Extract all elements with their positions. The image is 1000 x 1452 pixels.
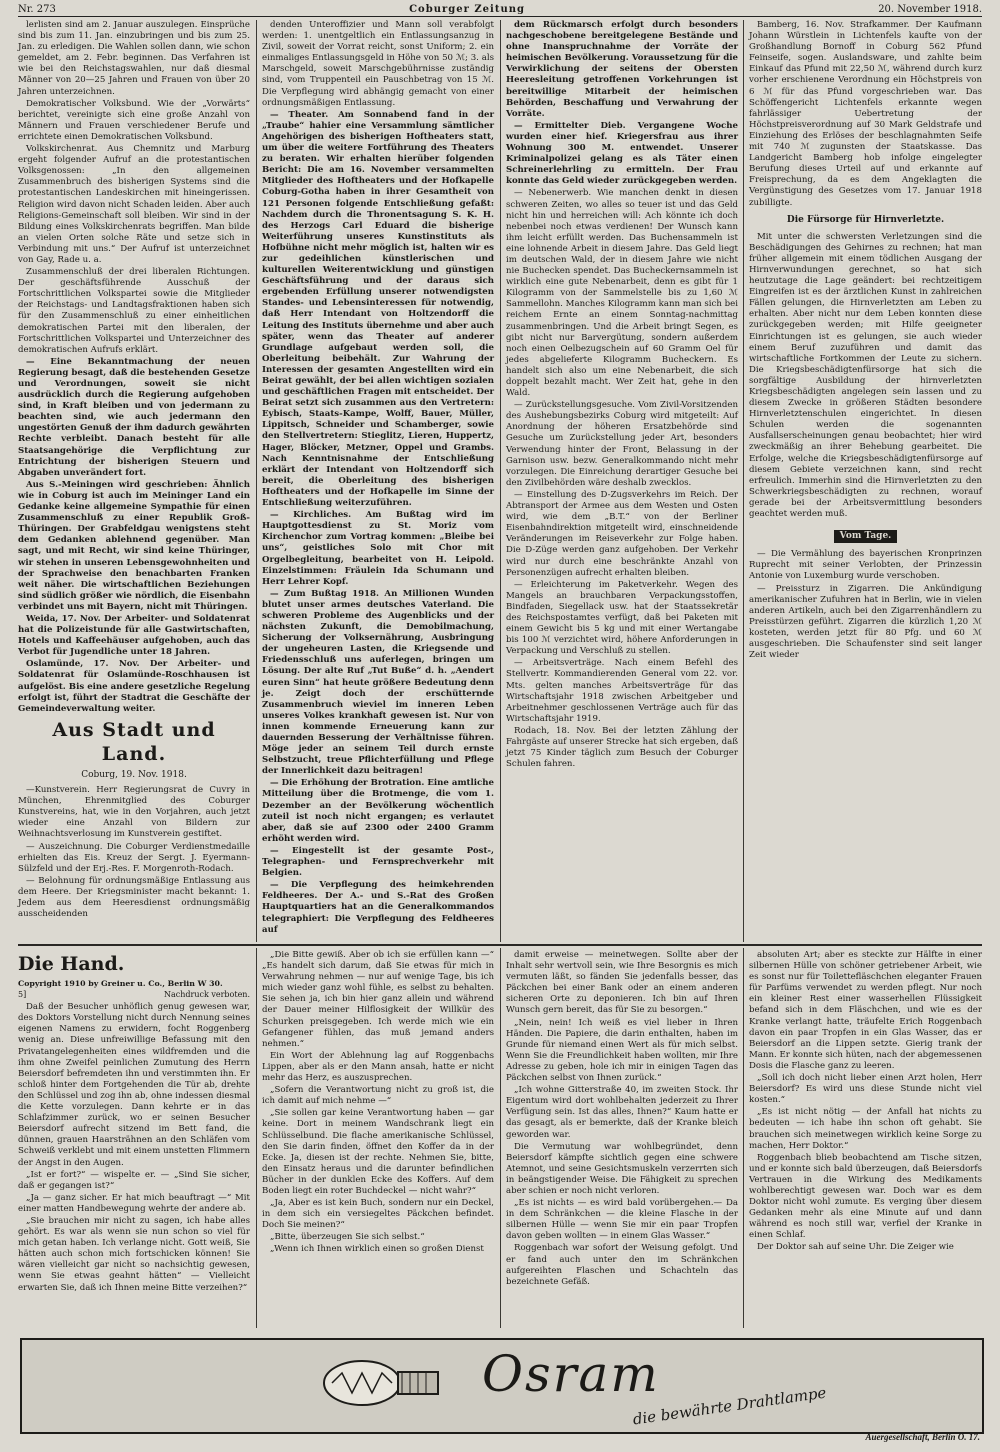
dateline: Coburg, 19. Nov. 1918. xyxy=(81,770,187,780)
article-paragraph: Zusammenschluß der drei liberalen Richtungen. Der geschäftsführende Ausschuß der Fortschrittlichen Volkspartei sowie die Mitglieder der Reichstags- und Landtagsfraktionen haben sich für den Zusammenschluß zu einer einheitlichen demokratischen Partei mit den liberalen, der Fortschrittlichen Volkspartei und Unterzeichner des demokratischen Aufrufs erklärt. xyxy=(18,267,250,355)
article-paragraph: — Preissturz in Zigarren. Die Ankündigung amerikanischer Zufuhren hat in Berlin, wie in vielen anderen Artikeln, auch bei den Zigarrenhändlern zu Preisstürzen geführt. Zigarren die kürzlich 1,20 ℳ kosteten, werden jetzt für 80 Pfg. und 60 ℳ ausgeschrieben. Die Schaufenster sind seit langer Zeit wieder xyxy=(749,583,982,661)
serial-paragraph: „Sie brauchen mir nicht zu sagen, ich habe alles gehört. Es war als wenn sie nun schon so viel für mich getan haben. Ich verlange nicht. Gott weiß, Sie hätten auch schon mich fortschicken können! Sie wären vielleicht gar nicht so nachsichtig gewesen, wenn Sie etwas geahnt hätten“ — Vielleicht erwarten Sie, daß ich Ihnen meine Bitte verzeihen?“ xyxy=(18,1215,250,1293)
article-paragraph: — Die Verpflegung des heimkehrenden Feldheeres. Der A.- und S.-Rat des Großen Hauptquartiers hat an die Generalkommandos telegraphiert: Die Verpflegung des Feldheeres auf xyxy=(262,880,494,935)
serial-column-1 xyxy=(18,950,250,1328)
serial-paragraph: „Sofern die Verantwortung nicht zu groß ist, die ich damit auf mich nehme —“ xyxy=(262,1085,494,1107)
article-paragraph: denden Unteroffizier und Mann soll verabfolgt werden: 1. unentgeltlich ein Entlassungsanzug in Zivil, soweit der Vorrat reicht, sonst Uniform; 2. ein einmaliges Entlassungsgeld in Höhe von 50 ℳ; 3. als Marschgeld, soweit Marschgebührnisse zuständig sind, vom Truppenteil ein Pauschbetrag von 15 ℳ. Die Verpflegung wird abhängig gemacht von einer ordnungsmäßigen Entlassung. xyxy=(262,20,494,108)
column-rule xyxy=(256,948,257,1328)
article-paragraph: Rodach, 18. Nov. Bei der letzten Zählung der Fahrgäste auf unserer Strecke hat sich ergeben, daß jetzt 75 Kinder täglich zum Besuch der Coburger Schulen fahren. xyxy=(506,725,738,770)
serial-column-4 xyxy=(749,950,982,1328)
column-1 xyxy=(18,20,250,714)
serial-paragraph: Roggenbach blieb beobachtend am Tische sitzen, und er konnte sich bald überzeugen, daß Beiersdorfs Vertrauen in die Wirkung des Medikaments wohlberechtigt gewesen war. Doch war es dem Doktor nicht wohl zumute. Es verging über diesem Gedanken mehr als eine Minute auf und dann während es noch still war, verfiel der Kranke in einen Schlaf. xyxy=(749,1152,982,1241)
column-rule xyxy=(743,948,744,1328)
article-paragraph: Oslamünde, 17. Nov. Der Arbeiter- und Soldatenrat für Oslamünde-Roschhausen ist aufgelöst. Bis eine andere gesetzliche Regelung erfolgt ist, führt der Stadtrat die Geschäfte der Gemeindeverwaltung weiter. xyxy=(18,659,250,714)
column-4 xyxy=(749,20,982,942)
masthead xyxy=(18,2,982,17)
serial-paragraph: „Ja, Aber es ist kein Buch, sondern nur ein Deckel, in dem sich ein versiegeltes Päckchen befindet. Doch Sie meinen?“ xyxy=(262,1198,494,1231)
serial-column-2 xyxy=(262,950,494,1328)
osram-advertisement xyxy=(20,1338,984,1434)
newspaper-title: Coburger Zeitung xyxy=(409,3,525,15)
article-paragraph: — Zum Bußtag 1918. An Millionen Wunden blutet unser armes deutsches Vaterland. Die schweren Probleme des Augenblicks und der nächsten Zukunft, die Demobilmachung, Sicherung der Volksernährung, Ausbringung der ungeheuren Lasten, die Kriegsende und Friedensschluß uns auferlegen, bringen um Lösung. Der alte Ruf „Tut Buße“ d. h. „Aendert euren Sinn“ hat heute größere Bedeutung denn je. Zeigt doch der erschütternde Zusammenbruch wieviel im inneren Leben unseres Volkes krankhaft gewesen ist. Nur von innen kommende Erneuerung kann zur dauernden Besserung der Verhältnisse führen. Möge jeder an seinem Teil durch ernste Selbstzucht, treue Pflichterfüllung und Pflege der Innerlichkeit dazu beitragen! xyxy=(262,588,494,777)
column-rule xyxy=(500,20,501,942)
serial-copyright: Copyright 1910 by Greiner u. Co., Berlin W 30. xyxy=(18,979,223,988)
article-paragraph: dem Rückmarsch erfolgt durch besonders nachgeschobene bereitgelegene Bestände und ohne Inanspruchnahme der Vorräte der heimischen Bevölkerung. Voraussetzung für die Verwirklichung der seitens der Obersten Heeresleitung getroffenen Vorkehrungen ist bereitwillige Mitarbeit der heimischen Behörden, Beschaffung und Verwahrung der Vorräte. xyxy=(506,20,738,119)
article-paragraph: — Kirchliches. Am Bußtag wird im Hauptgottesdienst zu St. Moriz vom Kirchenchor zum Vortrag kommen: „Bleibe bei uns“, geistliches Solo mit Chor mit Orgelbegleitung, bearbeitet von H. Leipold. Einzelstimmen: Fräulein Ida Schumann und Herr Lehrer Kopf. xyxy=(262,510,494,587)
local-news-section xyxy=(18,712,250,942)
article-paragraph: Volkskirchenrat. Aus Chemnitz und Marburg ergeht folgender Aufruf an die protestantischen Volksgenossen: „In den allgemeinen Zusammenbruch des bisherigen Systems sind die protestantischen Landeskirchen mit hineingerissen. Religion wird davon nicht Schaden leiden. Aber auch Religions-Gemeinschaft soll bleiben. Wir sind in der Bildung eines Volkskirchenrats begriffen. Man bilde an vielen Orten solche Räte und setze sich in Verbindung mit uns.“ Der Aufruf ist unterzeichnet von Gay, Rade u. a. xyxy=(18,144,250,265)
serial-paragraph: „Bitte, überzeugen Sie sich selbst.“ xyxy=(270,1232,425,1243)
serial-paragraph: Roggenbach war sofort der Weisung gefolgt. Und er fand auch unter den im Schränkchen aufgereihten Flaschen und Schachteln das bezeichnete Gefäß. xyxy=(506,1243,738,1287)
article-paragraph: — Die Erhöhung der Brotration. Eine amtliche Mitteilung über die Brotmenge, die vom 1. Dezember an der Bevölkerung wöchentlich zuteil ist noch nicht ergangen; es verlautet aber, daß sie auf 2300 oder 2400 Gramm erhöht werden wird. xyxy=(262,778,494,844)
serial-paragraph: „Die Bitte gewiß. Aber ob ich sie erfüllen kann —“ „Es handelt sich darum, daß Sie etwas für mich in Verwahrung nehmen — nur auf wenige Tage, bis ich mich wieder ganz wohl fühle, es selbst zu behalten. Sie sehen ja, ich bin hier ganz allein und während der Dauer meiner Hilflosigkeit der Willkür des Schurken preisgegeben. Ich werde mich wie ein Gefangener fühlen, das muß jemand anders nehmen.“ xyxy=(262,950,494,1049)
section-divider xyxy=(18,944,982,946)
reprint-notice: Nachdruck verboten. xyxy=(163,990,250,1000)
serial-paragraph: „Wenn ich Ihnen wirklich einen so großen Dienst xyxy=(270,1244,484,1255)
issue-date: 20. November 1918. xyxy=(878,3,982,15)
serial-paragraph: „Soll ich doch nicht lieber einen Arzt holen, Herr Beiersdorf? Es wird uns diese Stunde nicht viel kosten.“ xyxy=(749,1073,982,1106)
article-paragraph: — Nebenerwerb. Wie manchen denkt in diesen schweren Zeiten, wo alles so teuer ist und das Geld nicht hin und herreichen will: Ach könnte ich doch nebenbei noch etwas verdienen! Der Wunsch kann ihm leicht erfüllt werden. Das Buchensammeln ist eine lohnende Arbeit in diesem Jahre. Das Geld liegt im deutschen Wald, der in diesem Jahre wie nicht nie Buchecken spendet. Das Bucheckernsammeln ist wirklich eine gute Nebenarbeit, denn es gibt für 1 Kilogramm von der Sammelstelle bis zu 1,60 ℳ Sammellohn. Manches Kilogramm kann man sich bei reichem Ernte an einem Sonntag-nachmittag zusammenbringen. Und die Arbeit bringt Segen, es gibt nicht nur Barvergütung, sondern außerdem noch einen Oelbezugschein auf 60 Gramm Oel für jedes abgelieferte Kilogramm Bucheckern. Es handelt sich also um eine Nebenarbeit, die sich doppelt bezahlt macht. Wer Zeit hat, gehe in den Wald. xyxy=(506,188,738,399)
serial-paragraph: damit erweise — meinetwegen. Sollte aber der Inhalt sehr wertvoll sein, wie Ihre Besorgnis es mich vermuten läßt, so fänden Sie jedenfalls besser, das Päckchen bei einer Bank oder an einem anderen sicheren Orte zu deponieren. Ich bin auf Ihren Wunsch gern bereit, das für Sie zu besorgen.“ xyxy=(506,950,738,1016)
column-2 xyxy=(262,20,494,942)
serial-paragraph: „Es ist nicht nötig — der Anfall hat nichts zu bedeuten — ich habe ihn schon oft gehabt. Sie brauchen sich meinetwegen wirklich keine Sorge zu machen, Herr Doktor.“ xyxy=(749,1107,982,1151)
serial-title: Die Hand. xyxy=(18,953,125,975)
article-paragraph: — Auszeichnung. Die Coburger Verdienstmedaille erhielten das Eis. Kreuz der Sergt. J. Eyermann-Sülzfeld und der Erj.-Res. F. Morgenroth-Rodach. xyxy=(18,841,250,874)
serial-paragraph: Der Doktor sah auf seine Uhr. Die Zeiger wie xyxy=(757,1242,954,1253)
article-paragraph: Mit unter die schwersten Verletzungen sind die Beschädigungen des Gehirnes zu rechnen; hat man früher allgemein mit einem tödlichen Ausgang der Hirnverwundungen gerechnet, so hat sich heutzutage die Lage geändert: bei rechtzeitigem Eingreifen ist es der ärztlichen Kunst in zahlreichen Fällen gelungen, die Hirnverletzten am Leben zu erhalten. Aber nicht nur dem Leben konnten diese zurückgegeben werden; mit Hilfe geeigneter Einrichtungen ist es gelungen, sie auch wieder einem Beruf zuzuführen und damit das wirtschaftliche Fortkommen der Leute zu sichern. Die Kriegsbeschädigtenfürsorge hat sich die sorgfältige Ausbildung der hirnverletzten Kriegsbeschädigten angelegen sein lassen und zu diesem Zwecke in größeren Städten besondere Hirnverletztenschulen eingerichtet. In diesen Schulen werden die sogenannten Ausfallserscheinungen genau beobachtet; hier wird zweckmäßig an ihrer Behebung gearbeitet. Die Erfolge, welche die Kriegsbeschädigtenfürsorge auf diesem Gebiete verzeichnen kann, sind recht erfreulich. Immerhin sind die Hirnverletzten zu den Schwerkriegsbeschädigten zu rechnen, worauf gerade bei der Arbeitsvermittlung besonders geachtet werden muß. xyxy=(749,231,982,520)
section-heading-box xyxy=(749,530,982,543)
serial-meta xyxy=(18,989,250,1000)
serial-paragraph: „Sie sollen gar keine Verantwortung haben — gar keine. Dort in meinem Wandschrank liegt ein Schlüsselbund. Die flache amerikanische Schlüssel, den Sie darin finden, öffnet den Koffer da in der Ecke. Ja, diesen ist der rechte. Nehmen Sie, bitte, den Einsatz heraus und die darunter befindlichen Bücher in der dunklen Ecke des Koffers. Auf dem Boden liegt ein roter Buchdeckel — nicht wahr?“ xyxy=(262,1108,494,1196)
serial-paragraph: „Es ist nichts — es wird bald vorübergehen.— Da in dem Schränkchen — die kleine Flasche in der silbernen Hülle — wenn Sie mir ein paar Tropfen davon geben wollten — in einem Glas Wasser.“ xyxy=(506,1198,738,1242)
article-paragraph: — Theater. Am Sonnabend fand in der „Traube“ hahier eine Versammlung sämtlicher Angehörigen des bisherigen Hoftheaters statt, um über die weitere Fortführung des Theaters zu beraten. Wir erhalten hierüber folgenden Bericht: Die am 16. November versammelten Mitglieder des Hoftheaters und der Hofkapelle Coburg-Gotha haben in ihrer Gesamtheit von 121 Personen folgende Entschließung gefaßt: Nachdem durch die Thronentsagung S. K. H. des Herzogs Carl Eduard die bisherige Weiterführung unseres Kunstinstituts als Hofbühne nicht mehr möglich ist, halten wir es zur gedeihlichen künstlerischen und kulturellen Weiterentwicklung und günstigen Geschäftsführung und der daraus sich ergebenden Erfüllung unserer notwendigsten Standes- und Lebensinteressen für notwendig, daß Herr Intendant von Holtzendorff die Leitung des Instituts übernehme und aber auch später, wenn das Theater auf anderer Grundlage aufgebaut werden soll, die Oberleitung beibehält. Zur Wahrung der Interessen der gesamten Angestellten wird ein Beirat gewählt, der bei allen wichtigen sozialen und geschäftlichen Fragen mit entscheidet. Der Beirat setzt sich zusammen aus den Vertretern: Eybisch, Staats-Kampe, Wolff, Bauer, Müller, Lippitsch, Schneider und Schamberger, sowie den Stellvertretern: Stieglitz, Lieren, Huppertz, Hager, Blöcker, Metzner, Oppel und Grambs. Nach Kenntnisnahme der Entschließung erklärt der Intendant von Holtzendorff sich bereit, die Oberleitung des bisherigen Hoftheaters und der Hofkapelle im Sinne der Entschließung weiterzuführen. xyxy=(262,109,494,509)
section-heading: Aus Stadt und Land. xyxy=(52,719,216,765)
column-rule xyxy=(256,20,257,942)
section-heading: Vom Tage. xyxy=(834,530,898,543)
article-paragraph: — Arbeitsverträge. Nach einem Befehl des Stellvertr. Kommandierenden General vom 22. vor. Mts. gelten manches Arbeitsverträge für das Wirtschaftsjahr 1918 zwischen Arbeitgeber und Arbeitnehmer geschlossenen Verträge auch für das Wirtschaftsjahr 1919. xyxy=(506,658,738,724)
serial-paragraph: Daß der Besucher unhöflich genug gewesen war, des Doktors Vorstellung nicht durch Nennung seines eigenen Namens zu erwidern, focht Roggenberg wenig an. Diese unfreiwillige Befassung mit den Privatangelegenheiten eines wildfremden und die ihm ohne Zweifel peinlichen Zumutung des Herrn Beiersdorf befremdeten ihn und verstimmten ihn. Er schloß hinter dem Fortgehenden die Tür ab, drehte den Schlüssel und zog ihn ab, ohne indessen diesmal die Kette vorzulegen. Dann kehrte er in das Schlafzimmer zurück, wo er seinen Besucher Beiersdorf aufrecht sitzend im Bett fand, die dünnen, grauen Haarsträhnen an den Schläfen vom Schweiß verklebt und mit einem unstetten Flimmern der Angst in den Augen. xyxy=(18,1002,250,1168)
article-paragraph: — Einstellung des D-Zugsverkehrs im Reich. Der Abtransport der Armee aus dem Westen und Osten wird, wie dem „B.T.“ von der Berliner Eisenbahndirektion mitgeteilt wird, einschneidende Veränderungen im Reiseverkehr zur Folge haben. Die D-Züge werden ganz aufgehoben. Der Verkehr wird nur durch eine beschränkte Anzahl von Personenzügen aufrecht erhalten bleiben. xyxy=(506,489,738,578)
ad-brand: Osram xyxy=(482,1345,660,1403)
article-paragraph: — Eingestellt ist der gesamte Post-, Telegraphen- und Fernsprechverkehr mit Belgien. xyxy=(262,845,494,879)
article-paragraph: Demokratischer Volksbund. Wie der „Vorwärts“ berichtet, vereinigte sich eine große Anzahl von Männern und Frauen verschiedener Berufe und errichtete einen Demokratischen Volksbund. xyxy=(18,98,250,142)
serial-paragraph: „Ich wohne Gitterstraße 40, im zweiten Stock. Ihr Eigentum wird dort wohlbehalten jederzeit zu Ihrer Verfügung sein. Ist das alles, Ihnen?“ Kaum hatte er das gesagt, als er bemerkte, daß der Kranke bleich geworden war. xyxy=(506,1085,738,1140)
article-paragraph: — Erleichterung im Paketverkehr. Wegen des Mangels an brauchbaren Verpackungsstoffen, Bindfaden, Siegellack usw. hat der Staatssekretär des Reichspostamtes verfügt, daß bei Paketen mit einem Gewicht bis 5 kg und mit einer Wertangabe bis 100 ℳ verzichtet wird, höhere Anforderungen in Verpackung und Verschluß zu stellen. xyxy=(506,579,738,657)
serial-part: 5] xyxy=(18,990,27,1000)
serial-paragraph: „Ja — ganz sicher. Er hat mich beauftragt —“ Mit einer matten Handbewegung wehrte der andere ab. xyxy=(18,1192,250,1214)
article-paragraph: — Eine Bekanntmachung der neuen Regierung besagt, daß die bestehenden Gesetze und Verordnungen, soweit sie nicht ausdrücklich durch die Regierung aufgehoben sind, in Kraft bleiben und von jedermann zu beachten sind, wie auch jedermann den ungestörten Genuß der ihm dadurch gewährten Rechte verbleibt. Danach besteht für alle Staatsangehörige die Verpflichtung zur Entrichtung der bisherigen Steuern und Abgaben unverändert fort. xyxy=(18,356,250,478)
article-paragraph: Weida, 17. Nov. Der Arbeiter- und Soldatenrat hat die Polizeistunde für alle Gastwirtschaften, Hotels und Kaffeehäuser aufgehoben, auch das Verbot für Jugendliche unter 18 Jahren. xyxy=(18,613,250,658)
serial-paragraph: „Ist er fort?“ — wispelte er. — „Sind Sie sicher, daß er gegangen ist?“ xyxy=(18,1169,250,1191)
article-paragraph: lerlisten sind am 2. Januar auszulegen. Einsprüche sind bis zum 11. Jan. einzubringen und bis zum 25. Jan. zu erledigen. Die Wahlen sollen dann, wie schon gemeldet, am 2. Febr. beginnen. Das Verfahren ist wie bei den Reichstagswahlen, nur daß diesmal Männer von 20—25 Jahren und Frauen von über 20 Jahren unterzeichnen. xyxy=(18,20,250,97)
article-paragraph: — Ermittelter Dieb. Vergangene Woche wurden einer hief. Kriegersfrau aus ihrer Wohnung 300 M. entwendet. Unserer Kriminalpolizei gelang es als Täter einen Schreinerlehrling zu ermitteln. Der Frau konnte das Geld wieder zurückgegeben werden. xyxy=(506,120,738,187)
serial-paragraph: „Nein, nein! Ich weiß es viel lieber in Ihren Händen. Die Papiere, die darin enthalten, haben im Grunde für niemand einen Wert als für mich selbst. Wenn Sie die Freundlichkeit haben wollten, mir Ihre Adresse zu geben, hole ich mir in einigen Tagen das Päckchen selbst von Ihnen zurück.“ xyxy=(506,1017,738,1084)
section-heading: Die Fürsorge für Hirnverletzte. xyxy=(786,214,945,225)
ad-tagline: die bewährte Drahtlampe xyxy=(631,1383,828,1429)
serial-paragraph: absoluten Art; aber es steckte zur Hälfte in einer silbernen Hülle von schöner getriebener Arbeit, wie es sonst nur für Toilettefläschchen eleganter Frauen für Parfüms verwendet zu werden pflegt. Nur noch ein kleiner Rest einer wasserhellen Flüssigkeit befand sich in dem Fläschchen, und wie es der Kranke verlangt hatte, träufelte Erich Roggenbach davon ein paar Tropfen in ein Glas Wasser, das er Beiersdorf an die Lippen setzte. Gierig trank der Mann. Er konnte sich hüten, nach der abgemessenen Dosis die Flasche ganz zu leeren. xyxy=(749,950,982,1071)
issue-number: Nr. 273 xyxy=(18,3,56,15)
serial-column-3 xyxy=(506,950,738,1328)
column-rule xyxy=(743,20,744,942)
ad-company: Auergesellschaft, Berlin O. 17. xyxy=(865,1432,980,1442)
column-3 xyxy=(506,20,738,942)
article-paragraph: Aus S.-Meiningen wird geschrieben: Ähnlich wie in Coburg ist auch im Meininger Land ein Gedanke keine allgemeine Sympathie für einen Zusammenschluß zu einer Republik Groß-Thüringen. Der Grabfeldgau wenigstens steht dem Gedanken ablehnend gegenüber. Man sagt, und mit Recht, wir sind keine Thüringer, wir stehen in unseren Lebensgewohnheiten und der Sprachweise den benachbarten Franken weit näher. Die wirtschaftlichen Beziehungen sind südlich größer wie nördlich, die Eisenbahn verbindet uns mit Bayern, nicht mit Thüringen. xyxy=(18,479,250,612)
article-paragraph: —Kunstverein. Herr Regierungsrat de Cuvry in München, Ehrenmitglied des Coburger Kunstvereins, hat, wie in den Vorjahren, auch jetzt wieder eine Anzahl von Bildern zur Weihnachtsverlosung im Kunstverein gestiftet. xyxy=(18,785,250,840)
article-paragraph: — Die Vermählung des bayerischen Kronprinzen Ruprecht mit seiner Verlobten, der Prinzessin Antonie von Luxemburg wurde verschoben. xyxy=(749,549,982,582)
column-rule xyxy=(500,948,501,1328)
serial-paragraph: Die Vermutung war wohlbegründet, denn Beiersdorf kämpfte sichtlich gegen eine schwere Atemnot, und seine Gesichtsmuskeln verzerrten sich in beängstigender Weise. Die Fähigkeit zu sprechen aber schien er noch nicht verloren. xyxy=(506,1141,738,1196)
article-paragraph: — Zurückstellungsgesuche. Vom Zivil-Vorsitzenden des Aushebungsbezirks Coburg wird mitgeteilt: Auf Anordnung der höheren Ersatzbehörde sind Gesuche um Zurückstellung jeder Art, besonders Verwendung hinter der Front, Belassung in der Garnison usw. bezw. Generalkommando nicht mehr vorzulegen. Die Einreichung derartiger Gesuche bei den Zivilbehörden wäre deshalb zwecklos. xyxy=(506,400,738,488)
article-paragraph: — Belohnung für ordnungsmäßige Entlassung aus dem Heere. Der Kriegsminister macht bekannt: 1. Jedem aus dem Heeresdienst ordnungsmäßig ausscheidenden xyxy=(18,875,250,920)
lightbulb-icon xyxy=(322,1358,502,1408)
article-paragraph: Bamberg, 16. Nov. Strafkammer. Der Kaufmann Johann Würstlein in Lichtenfels kaufte von der Großhandlung Bornoff in Coburg 562 Pfund Feinseife, sogen. Auslandsware, und zahlte beim Einkauf das Pfund mit 22,50 ℳ, während durch kurz vorher erschienene Verordnung ein Höchstpreis von 6 ℳ für das Pfund vorgeschrieben war. Das Schöffengericht Lichtenfels erkannte wegen fahrlässiger Uebertretung der Höchstpreisverordnung auf 30 Mark Geldstrafe und Einziehung des Erlöses der beschlagnahmten Seife mit 740 ℳ zugunsten der Staatskasse. Das Landgericht Bamberg hob infolge eingelegter Berufung dieses Urteil auf und erkannte auf Freisprechung, da es dem Angeklagten die Vergünstigung des Gesetzes vom 17. Januar 1918 zubilligte. xyxy=(749,20,982,208)
serial-paragraph: Ein Wort der Ablehnung lag auf Roggenbachs Lippen, aber als er den Mann ansah, hatte er nicht mehr das Herz, es auszusprechen. xyxy=(262,1050,494,1084)
